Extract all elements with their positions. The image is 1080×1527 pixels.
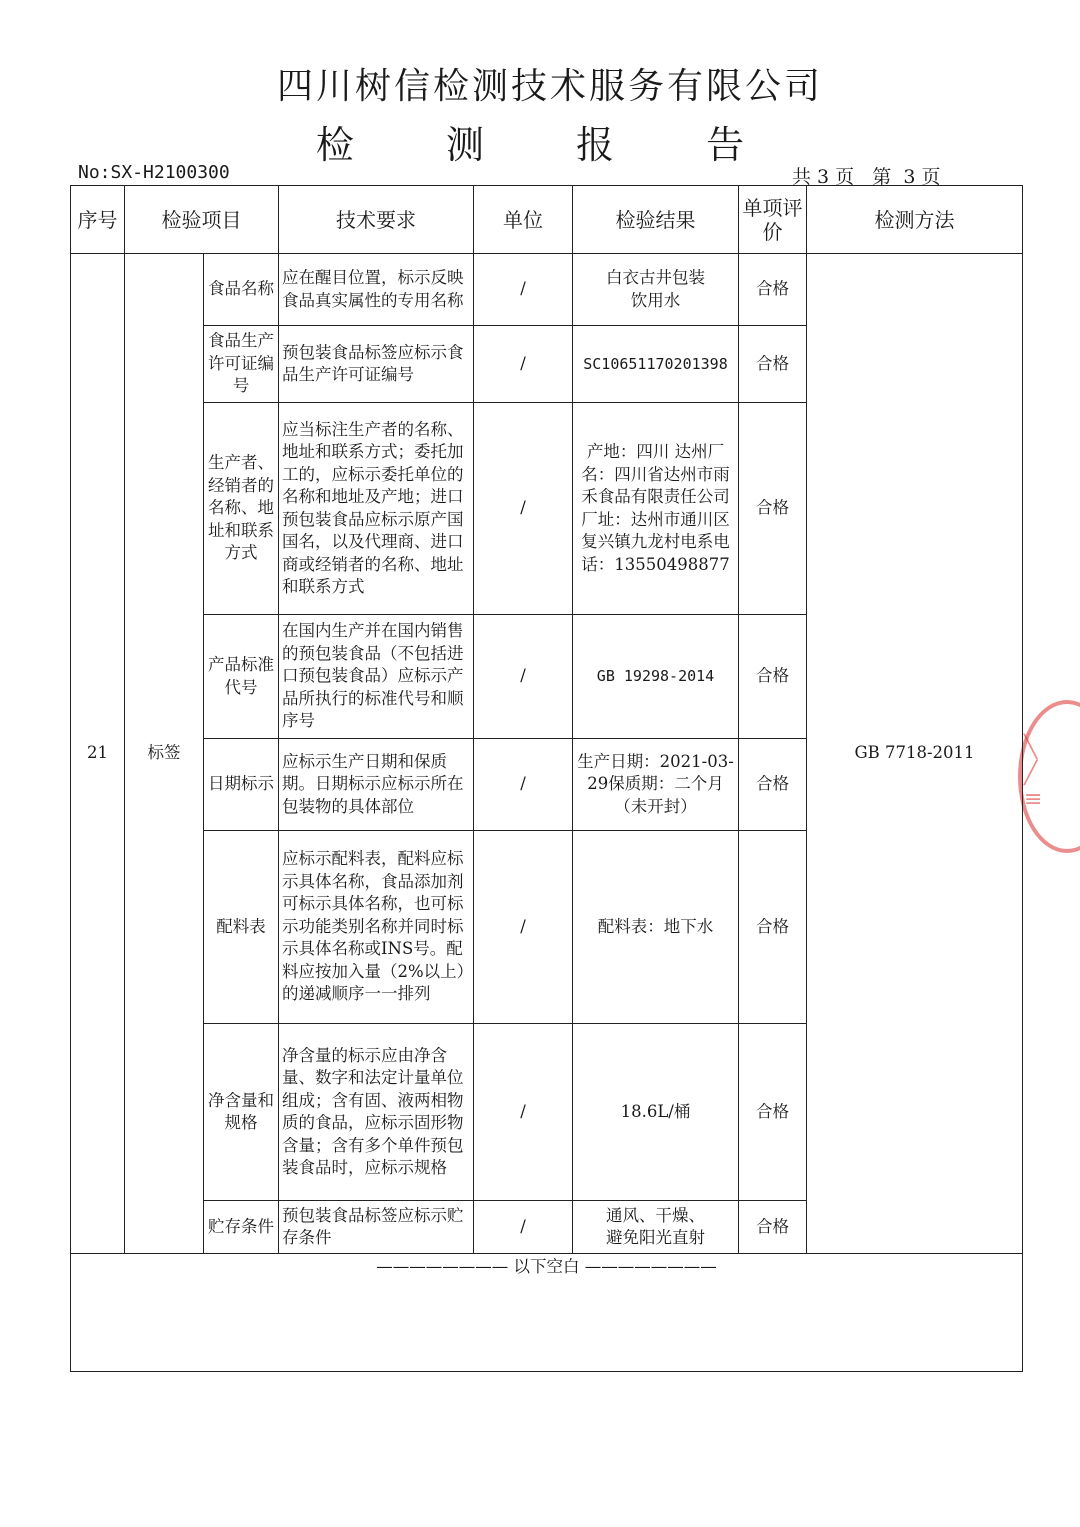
sub-item: 食品生产许可证编号 xyxy=(204,326,279,403)
evaluation-cell: 合格 xyxy=(739,1024,807,1201)
sub-item: 配料表 xyxy=(204,831,279,1024)
result-cell: 生产日期：2021-03-29保质期：二个月（未开封） xyxy=(573,739,739,831)
header-method: 检测方法 xyxy=(807,186,1023,254)
evaluation-cell: 合格 xyxy=(739,254,807,326)
sub-item: 生产者、经销者的名称、地址和联系方式 xyxy=(204,403,279,615)
unit-cell: / xyxy=(474,403,573,615)
evaluation-cell: 合格 xyxy=(739,1201,807,1254)
sub-item: 贮存条件 xyxy=(204,1201,279,1254)
requirement-cell: 净含量的标示应由净含量、数字和法定计量单位组成；含有固、液两相物质的食品，应标示固形物含量；含有多个单件预包装食品时，应标示规格 xyxy=(279,1024,474,1201)
result-cell: 通风、干燥、避免阳光直射 xyxy=(573,1201,739,1254)
requirement-cell: 预包装食品标签应标示食品生产许可证编号 xyxy=(279,326,474,403)
sub-item: 产品标准代号 xyxy=(204,615,279,739)
inspection-table xyxy=(70,185,1023,1372)
blank-below-note: ———————— 以下空白 ———————— xyxy=(71,1254,1023,1372)
header-unit: 单位 xyxy=(474,186,573,254)
group-seq: 21 xyxy=(71,254,125,1254)
sub-item: 日期标示 xyxy=(204,739,279,831)
unit-cell: / xyxy=(474,1201,573,1254)
result-cell: 配料表：地下水 xyxy=(573,831,739,1024)
requirement-cell: 应当标注生产者的名称、地址和联系方式；委托加工的，应标示委托单位的名称和地址及产地；进口预包装食品应标示原产国国名，以及代理商、进口商或经销者的名称、地址和联系方式 xyxy=(279,403,474,615)
header-evaluation: 单项评价 xyxy=(739,186,807,254)
page-indicator: 共 3 页 第 3 页 xyxy=(792,166,941,188)
table-row xyxy=(71,254,1023,326)
unit-cell: / xyxy=(474,326,573,403)
unit-cell: / xyxy=(474,739,573,831)
evaluation-cell: 合格 xyxy=(739,326,807,403)
evaluation-cell: 合格 xyxy=(739,615,807,739)
sub-item: 净含量和规格 xyxy=(204,1024,279,1201)
result-cell: 18.6L/桶 xyxy=(573,1024,739,1201)
table-header-row xyxy=(71,186,1023,254)
unit-cell: / xyxy=(474,1024,573,1201)
sub-item: 食品名称 xyxy=(204,254,279,326)
group-method: GB 7718-2011 xyxy=(807,254,1023,1254)
company-name: 四川树信检测技术服务有限公司 xyxy=(276,66,823,107)
result-cell: 白衣古井包装饮用水 xyxy=(573,254,739,326)
evaluation-cell: 合格 xyxy=(739,403,807,615)
unit-cell: / xyxy=(474,831,573,1024)
unit-cell: / xyxy=(474,615,573,739)
requirement-cell: 应标示配料表，配料应标示具体名称，食品添加剂可标示具体名称，也可标示功能类别名称并同时标示具体名称或INS号。配料应按加入量（2%以上）的递减顺序一一排列 xyxy=(279,831,474,1024)
seal-fragment-mark: ╲ ╱ ≡ xyxy=(1024,735,1043,812)
report-title: 检 测 报 告 xyxy=(315,123,785,167)
header-requirement: 技术要求 xyxy=(279,186,474,254)
header-result: 检验结果 xyxy=(573,186,739,254)
header-item: 检验项目 xyxy=(125,186,279,254)
requirement-cell: 应标示生产日期和保质期。日期标示应标示所在包装物的具体部位 xyxy=(279,739,474,831)
blank-footer-row xyxy=(71,1254,1023,1372)
result-cell: SC10651170201398 xyxy=(573,326,739,403)
unit-cell: / xyxy=(474,254,573,326)
report-number: No:SX-H2100300 xyxy=(78,162,230,183)
evaluation-cell: 合格 xyxy=(739,831,807,1024)
header-seq: 序号 xyxy=(71,186,125,254)
requirement-cell: 预包装食品标签应标示贮存条件 xyxy=(279,1201,474,1254)
requirement-cell: 应在醒目位置，标示反映食品真实属性的专用名称 xyxy=(279,254,474,326)
group-item: 标签 xyxy=(125,254,204,1254)
evaluation-cell: 合格 xyxy=(739,739,807,831)
requirement-cell: 在国内生产并在国内销售的预包装食品（不包括进口预包装食品）应标示产品所执行的标准代号和顺序号 xyxy=(279,615,474,739)
result-cell: GB 19298-2014 xyxy=(573,615,739,739)
result-cell: 产地：四川 达州厂名：四川省达州市雨禾食品有限责任公司厂址：达州市通川区复兴镇九龙村电系电话：13550498877 xyxy=(573,403,739,615)
